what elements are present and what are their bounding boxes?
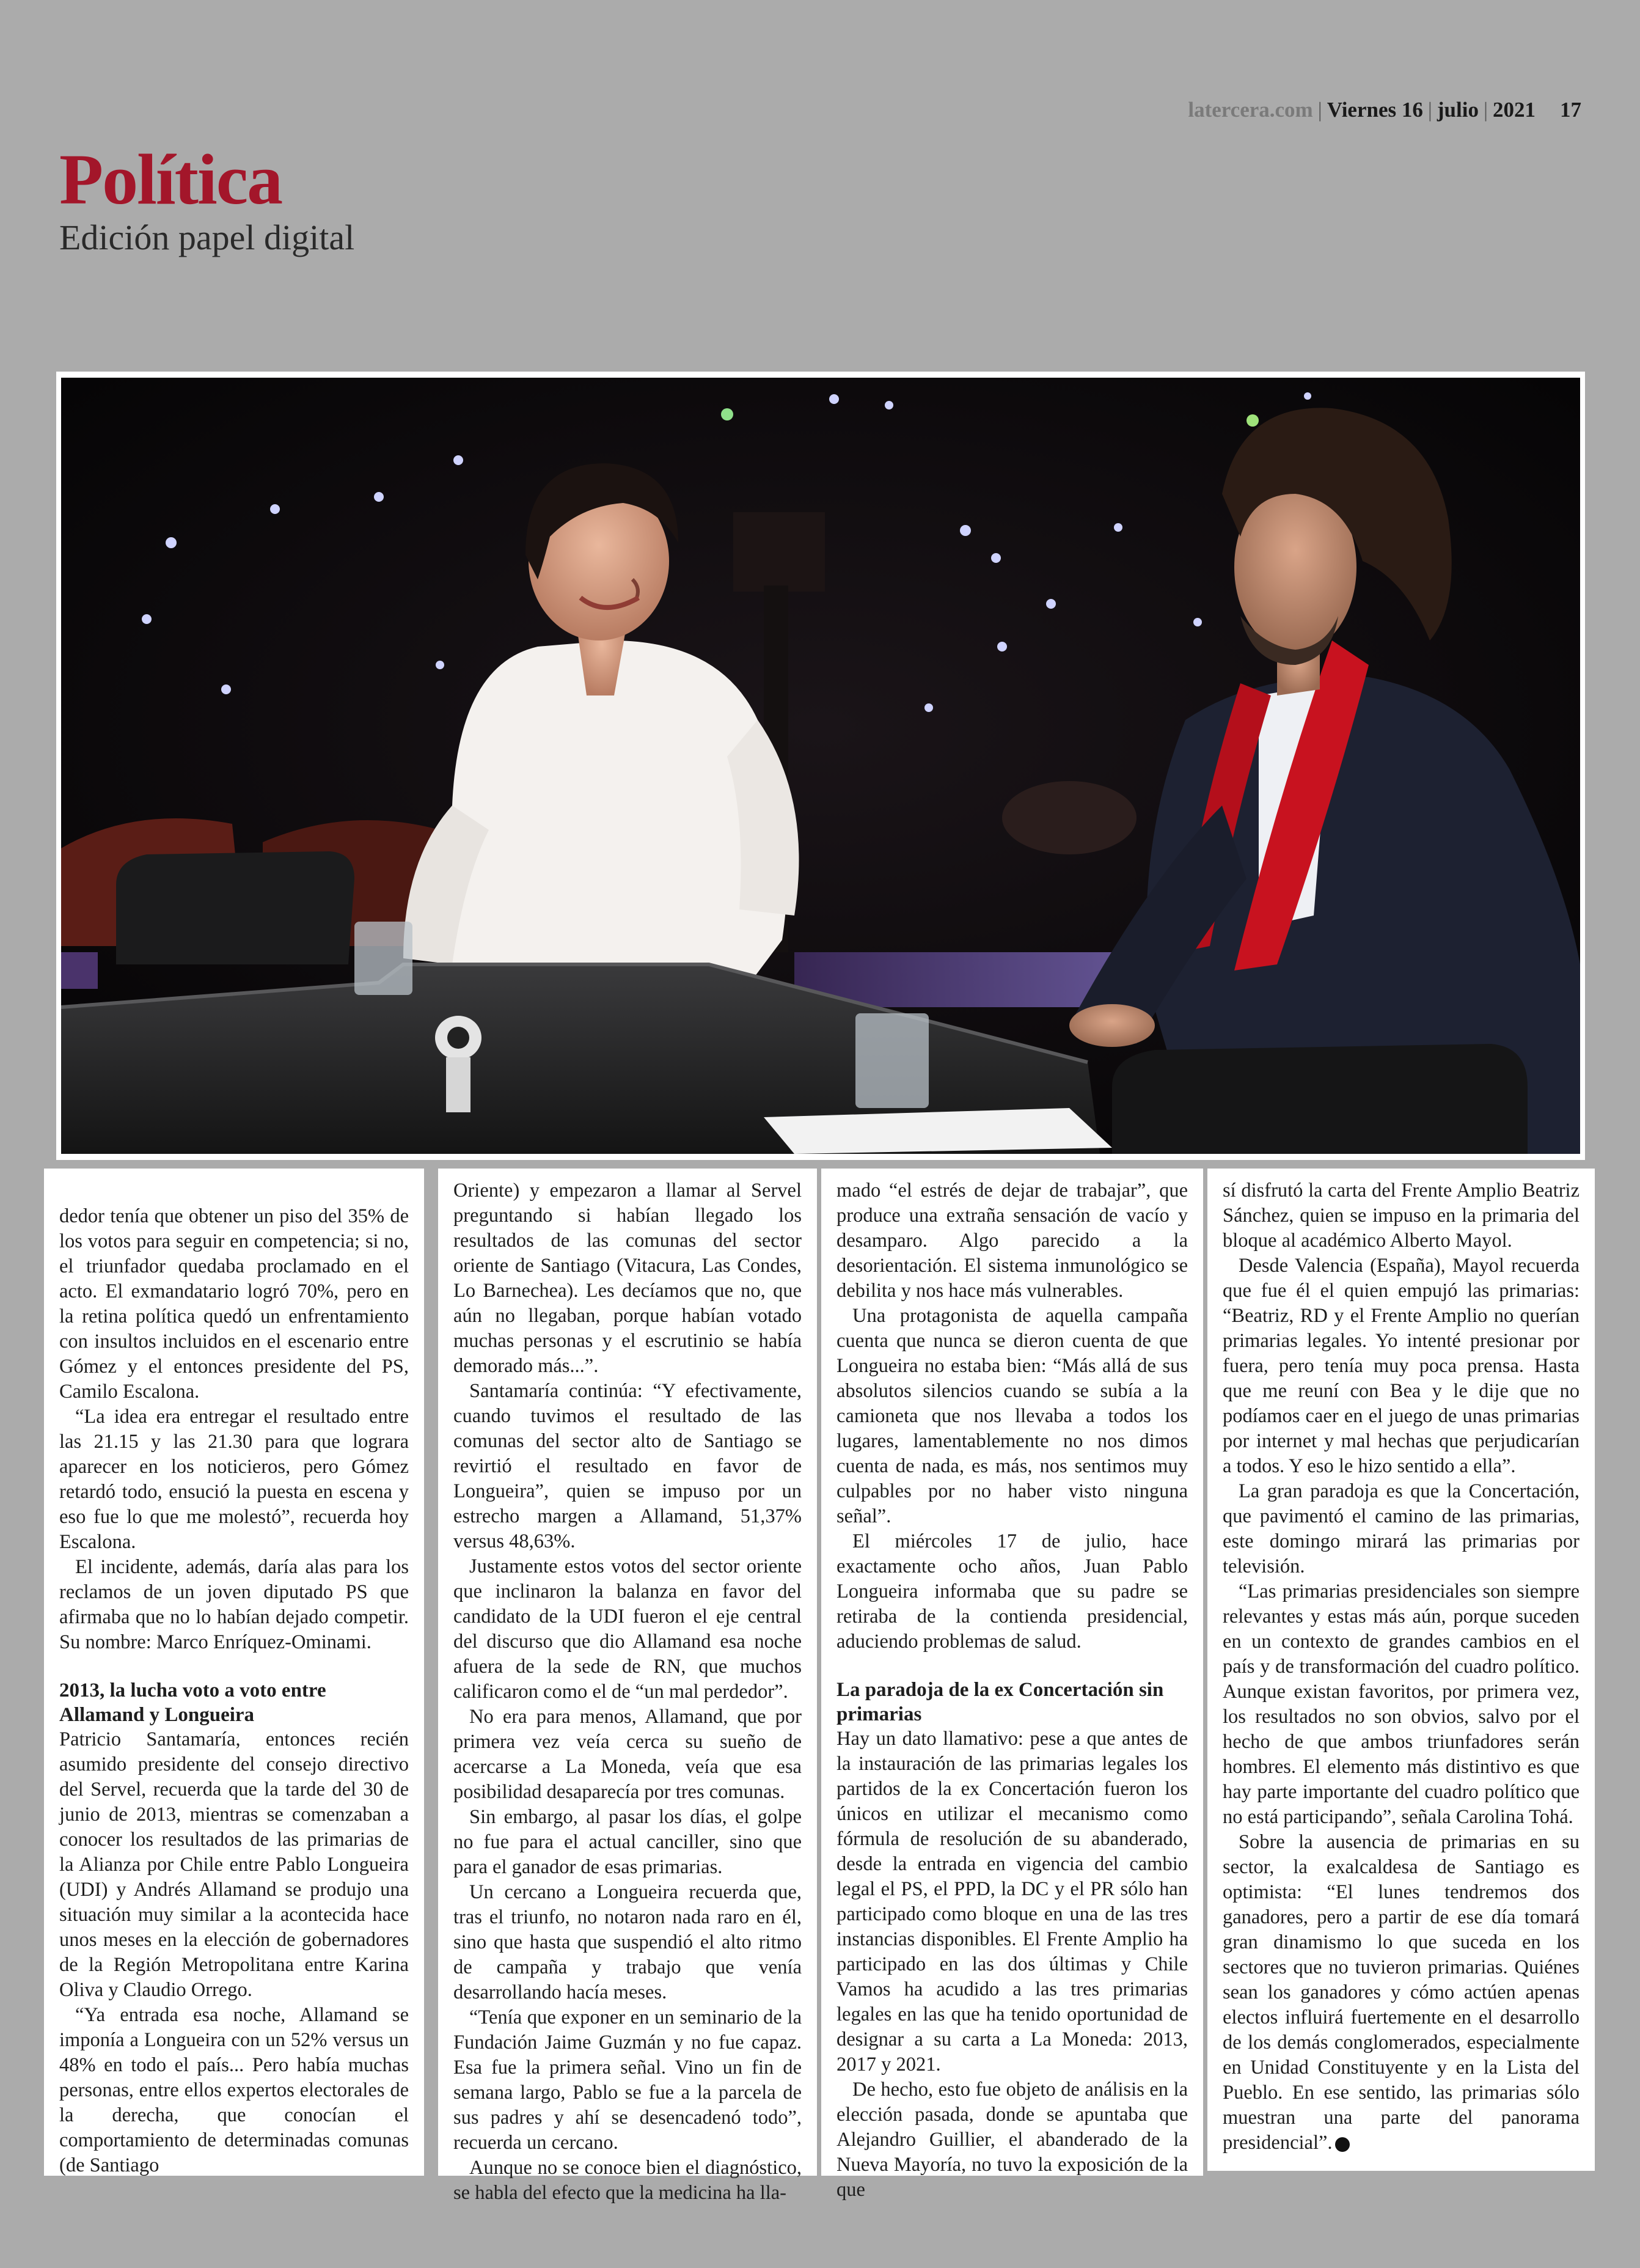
end-of-article-icon	[1335, 2137, 1350, 2152]
paragraph: “La idea era entregar el resultado entre las 21.15 y las 21.30 para que lograra aparecer en los noticieros, pero Gómez retardó todo, ensució la puesta en escena y eso fue lo que me molestó”, recuerda hoy Escalona.	[59, 1406, 409, 1553]
main-photo-frame	[56, 372, 1585, 1160]
date-month: julio	[1437, 98, 1479, 122]
woman-figure	[442, 640, 788, 989]
paragraph: Desde Valencia (España), Mayol recuerda que fue él el quien empujó las primarias: “Beatriz, RD y el Frente Amplio no querían primarias legales. Yo intenté presionar por fuera, pero tenía muy poca prensa. Hasta que me reuní con Bea y le dije que no podíamos caer en el juego de unas primarias por internet y mal hechas que perjudicarían a todos. Y eso le hizo sentido a ella”.	[1223, 1255, 1580, 1477]
paragraph: sí disfrutó la carta del Frente Amplio Beatriz Sánchez, quien se impuso en la primaria del bloque al académico Alberto Mayol.	[1223, 1180, 1580, 1252]
paragraph: Sin embargo, al pasar los días, el golpe no fue para el actual canciller, sino que para el ganador de esas primarias.	[453, 1806, 802, 1878]
debate-stage-photo	[61, 378, 1580, 1154]
paragraph-text: Sobre la ausencia de primarias en su sector, la exalcaldesa de Santiago es optimista: “El lunes tendremos dos ganadores, pero a partir de ese día tomará gran dinamismo lo que suceda en los sectores que no tuvieron primarias. Quiénes sean los ganadores y cómo actúen apenas electos influirá fuertemente en el desarrollo de los demás conglomerados, especialmente en Unidad Constituyente y en la Lista del Pueblo. En ese sentido, las primarias sólo muestran una parte del panorama presidencial”.	[1223, 1831, 1580, 2154]
paragraph: Santamaría continúa: “Y efectivamente, cuando tuvimos el resultado de las comunas del sector alto de Santiago se revirtió el resultado en favor de Longueira”, quien se impuso por un estrecho margen a Allamand, 51,37% versus 48,63%.	[453, 1380, 802, 1552]
paragraph: “Tenía que exponer en un seminario de la Fundación Jaime Guzmán y no fue capaz. Esa fue la primera señal. Vino un fin de semana largo, Pablo se fue a la parcela de sus padres y ahí se desencadenó todo”, recuerda un cercano.	[453, 2006, 802, 2154]
paragraph	[1223, 1830, 1580, 2156]
separator: |	[1483, 98, 1488, 122]
paragraph: Hay un dato llamativo: pese a que antes de la instauración de las primarias legales los partidos de la ex Concertación fueron los únicos en utilizar el mecanismo como fórmula de resolución de su abanderado, desde la entrada en vigencia del cambio legal el PS, el PPD, la DC y el PR sólo han participado como bloque en una de las tres instancias disponibles. El Frente Amplio ha participado en las dos últimas y Chile Vamos ha acudido a las tres primarias legales en las que ha tenido oportunidad de designar a su carta a La Moneda: 2013, 2017 y 2021.	[836, 1728, 1188, 2075]
paragraph: Aunque no se conoce bien el diagnóstico, se habla del efecto que la medicina ha lla-	[453, 2157, 802, 2204]
separator: |	[1317, 98, 1322, 122]
paragraph: dedor tenía que obtener un piso del 35% de los votos para seguir en competencia; si no, el triunfador quedaba proclamado en el acto. El exmandatario logró 70%, pero en la retina política quedó un enfrentamiento con insultos incluidos en el escenario entre Gómez y el entonces presidente del PS, Camilo Escalona.	[59, 1205, 409, 1403]
article-column-2	[438, 1169, 817, 2204]
paragraph: El incidente, además, daría alas para los reclamos de un joven diputado PS que afirmaba que no lo habían dejado competir. Su nombre: Marco Enríquez-Ominami.	[59, 1556, 409, 1653]
paragraph: De hecho, esto fue objeto de análisis en la elección pasada, donde se apuntaba que Alejandro Guillier, el abanderado de la Nueva Mayoría, no tuvo la exposición de la que	[836, 2079, 1188, 2201]
separator: |	[1427, 98, 1432, 122]
article-column-1	[44, 1169, 424, 2176]
paragraph: No era para menos, Allamand, que por primera vez veía cerca su sueño de acercarse a La Moneda, veía que esa posibilidad desaparecía por tres comunas.	[453, 1706, 802, 1803]
site-name: latercera.com	[1188, 98, 1313, 122]
page-number: 17	[1560, 98, 1581, 122]
section-subtitle: Edición papel digital	[59, 218, 355, 257]
paragraph: Un cercano a Longueira recuerda que, tras el triunfo, no notaron nada raro en él, sino que hasta que suspendió el alto ritmo de campaña y trabajo que venía desarrollando hacía meses.	[453, 1881, 802, 2003]
folio	[1188, 98, 1581, 122]
date-year: 2021	[1493, 98, 1536, 122]
article-column-4	[1207, 1169, 1595, 2171]
date-day: Viernes 16	[1327, 98, 1423, 122]
paragraph: Justamente estos votos del sector oriente que inclinaron la balanza en favor del candidato de la UDI fueron el eje central del discurso que dio Allamand esa noche afuera de la sede de RN, que muchos calificaron como el de “un mal perdedor”.	[453, 1555, 802, 1703]
subheading: La paradoja de la ex Concertación sin primarias	[836, 1679, 1164, 1725]
section-title: Política	[59, 139, 282, 219]
paragraph: El miércoles 17 de julio, hace exactamente ocho años, Juan Pablo Longueira informaba que su padre se retiraba de la contienda presidencial, aduciendo problemas de salud.	[836, 1530, 1188, 1653]
paragraph: mado “el estrés de dejar de trabajar”, que produce una extraña sensación de vacío y desamparo. Algo parecido a la desorientación. El sistema inmunológico se debilita y nos hace más vulnerables.	[836, 1180, 1188, 1302]
subheading: 2013, la lucha voto a voto entre Allamand y Longueira	[59, 1679, 326, 1726]
article-column-3	[821, 1169, 1203, 2201]
masthead	[0, 98, 1640, 134]
paragraph: La gran paradoja es que la Concertación, que pavimentó el camino de las primarias, este domingo mirará las primarias por televisión.	[1223, 1480, 1580, 1577]
paragraph: Patricio Santamaría, entonces recién asumido presidente del consejo directivo del Servel, recuerda que la tarde del 30 de junio de 2013, mientras se comenzaban a conocer los resultados de las primarias de la Alianza por Chile entre Pablo Longueira (UDI) y Andrés Allamand se produjo una situación muy similar a la acontecida hace unos meses en la elección de gobernadores de la Región Metropolitana entre Karina Oliva y Claudio Orrego.	[59, 1728, 409, 2001]
paragraph: Oriente) y empezaron a llamar al Servel preguntando si habían llegado los resultados de las comunas del sector oriente de Santiago (Vitacura, Las Condes, Lo Barnechea). Les decíamos que no, que aún no llegaban, porque habían votado muchas personas y el escrutinio se había demorado más...”.	[453, 1180, 802, 1377]
paragraph: Una protagonista de aquella campaña cuenta que nunca se dieron cuenta de que Longueira no estaba bien: “Más allá de sus absolutos silencios cuando se subía a la camioneta que nos llevaba a todos los lugares, lamentablemente no nos dimos cuenta de nada, es más, nos sentimos muy culpables por no haber visto ninguna señal”.	[836, 1305, 1188, 1527]
paragraph: “Las primarias presidenciales son siempre relevantes y estas más aún, porque suceden en un contexto de grandes cambios en el país y de transformación del cuadro político. Aunque existan favoritos, por primera vez, los resultados no son obvios, salvo por el hecho de que ambos triunfadores serán hombres. El elemento más distintivo es que hay parte importante del cuadro político que no está participando”, señala Carolina Tohá.	[1223, 1580, 1580, 1828]
paragraph: “Ya entrada esa noche, Allamand se imponía a Longueira con un 52% versus un 48% en todo el país... Pero había muchas personas, entre ellos expertos electorales de la derecha, que conocían el comportamiento de determinadas comunas (de Santiago	[59, 2004, 409, 2176]
